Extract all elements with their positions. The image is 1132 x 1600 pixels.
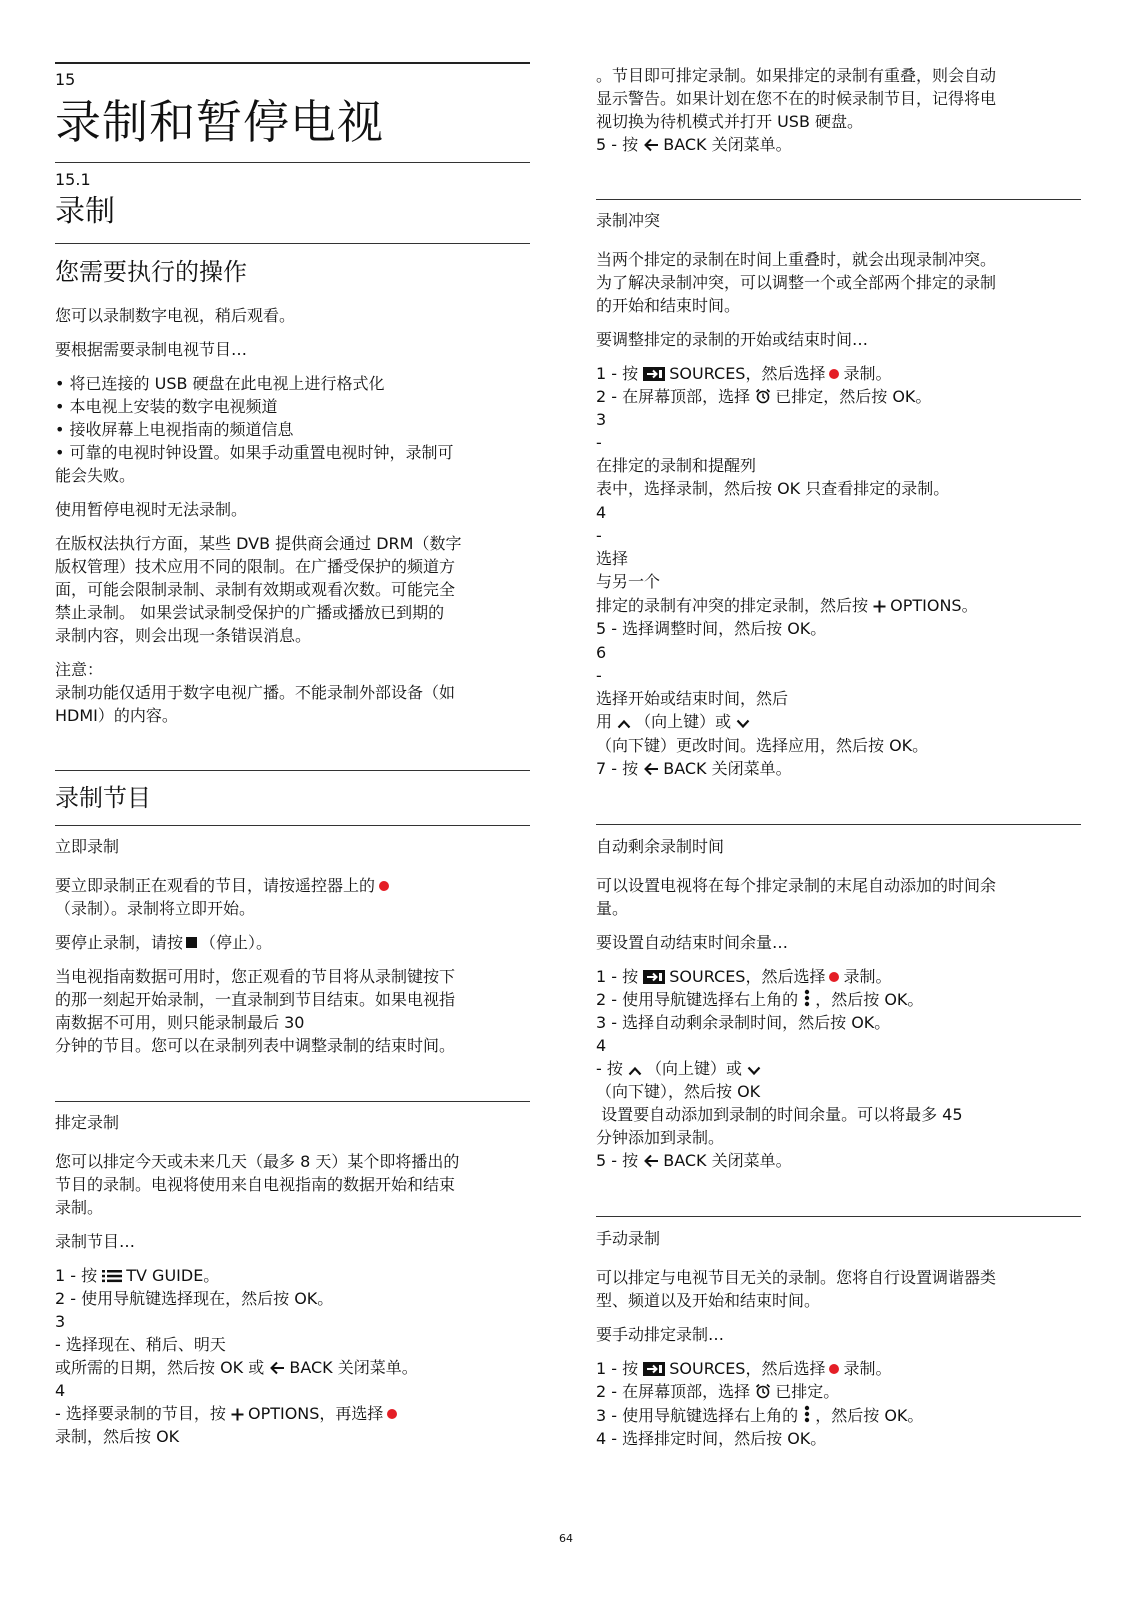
step-line: （向下键）更改时间。选择应用，然后按 OK。 xyxy=(596,736,929,755)
paragraph-line: 录制内容，则会出现一条错误消息。 xyxy=(55,626,312,645)
step-line: 选择 xyxy=(596,549,629,568)
back-arrow-icon xyxy=(643,138,659,152)
note-line: 录制功能仅适用于数字电视广播。不能录制外部设备（如 xyxy=(55,683,456,702)
paragraph-line: 。节目即可排定录制。如果排定的录制有重叠，则会自动 xyxy=(596,66,997,85)
text: 2 - 在屏幕顶部，选择 xyxy=(596,387,751,406)
step-line: 在排定的录制和提醒列 xyxy=(596,456,757,475)
text: 要停止录制，请按 xyxy=(55,933,184,952)
text: 5 - 按 xyxy=(596,135,639,154)
step-line: - 选择现在、稍后、明天 xyxy=(55,1335,226,1354)
page-number: 64 xyxy=(559,1532,573,1545)
step-dash: - xyxy=(596,666,602,685)
text: SOURCES，然后选择 xyxy=(669,1359,826,1378)
section-top-rule xyxy=(55,162,530,163)
alarm-clock-icon xyxy=(755,1383,771,1399)
text: 1 - 按 xyxy=(596,364,639,383)
paragraph: 录制节目… xyxy=(55,1232,136,1251)
step-line xyxy=(596,1404,923,1428)
paragraph-line: 分钟的节目。您可以在录制列表中调整录制的结束时间。 xyxy=(55,1036,456,1055)
paragraph-line: 当两个排定的录制在时间上重叠时，就会出现录制冲突。 xyxy=(596,250,997,269)
text: 要立即录制正在观看的节目，请按遥控器上的 xyxy=(55,876,376,895)
step-number: 3 xyxy=(55,1312,66,1331)
paragraph-line: 的开始和结束时间。 xyxy=(596,296,741,315)
text: - 按 xyxy=(596,1059,623,1078)
step-line xyxy=(596,757,792,781)
chevron-down-icon xyxy=(747,1066,761,1076)
bullet-item: • 接收屏幕上电视指南的频道信息 xyxy=(55,420,294,439)
paragraph: 您可以录制数字电视，稍后观看。 xyxy=(55,306,296,325)
step-number: 6 xyxy=(596,643,607,662)
section-rule xyxy=(596,824,1081,825)
step-line xyxy=(596,594,978,618)
text: 录制。 xyxy=(843,967,892,986)
paragraph-line: 型、频道以及开始和结束时间。 xyxy=(596,1291,821,1310)
plus-icon xyxy=(873,600,886,613)
section-number: 15.1 xyxy=(55,170,91,189)
text: 录制。 xyxy=(843,1359,892,1378)
text: 排定的录制有冲突的排定录制，然后按 xyxy=(596,596,869,615)
step-line: 5 - 选择调整时间，然后按 OK。 xyxy=(596,619,827,638)
what-you-need-heading: 您需要执行的操作 xyxy=(55,258,247,286)
step-line xyxy=(596,1057,765,1081)
bullet-item: • 将已连接的 USB 硬盘在此电视上进行格式化 xyxy=(55,374,385,393)
step-line: 3 - 选择自动剩余录制时间，然后按 OK。 xyxy=(596,1013,891,1032)
tv-guide-icon xyxy=(102,1269,122,1283)
text: 已排定，然后按 OK。 xyxy=(775,387,932,406)
chapter-top-rule xyxy=(55,62,530,64)
text: ，然后按 OK。 xyxy=(815,1406,924,1425)
bullet-item: • 本电视上安装的数字电视频道 xyxy=(55,397,278,416)
step-number: 4 xyxy=(55,1381,66,1400)
text: 5 - 按 xyxy=(596,1151,639,1170)
text: 2 - 在屏幕顶部，选择 xyxy=(596,1382,751,1401)
manual-heading: 手动录制 xyxy=(596,1229,661,1248)
step-line: 选择开始或结束时间，然后 xyxy=(596,689,789,708)
paragraph-line: 为了解决录制冲突，可以调整一个或全部两个排定的录制 xyxy=(596,273,997,292)
paragraph-line: 的那一刻起开始录制，一直录制到节目结束。如果电视指 xyxy=(55,990,456,1009)
more-vertical-icon xyxy=(803,989,811,1007)
alarm-clock-icon xyxy=(755,388,771,404)
chevron-up-icon xyxy=(617,719,631,729)
chevron-down-icon xyxy=(736,719,750,729)
step-line xyxy=(596,133,792,157)
text: BACK 关闭菜单。 xyxy=(663,1151,792,1170)
paragraph-line: 可以设置电视将在每个排定录制的末尾自动添加的时间余 xyxy=(596,876,997,895)
paragraph: 要设置自动结束时间余量… xyxy=(596,933,789,952)
text: 7 - 按 xyxy=(596,759,639,778)
stop-icon xyxy=(186,937,197,948)
step-line: 录制，然后按 OK xyxy=(55,1427,180,1446)
auto-end-heading: 自动剩余录制时间 xyxy=(596,837,725,856)
text: 1 - 按 xyxy=(596,1359,639,1378)
chapter-number: 15 xyxy=(55,70,76,89)
paragraph: 要根据需要录制电视节目… xyxy=(55,340,248,359)
schedule-heading: 排定录制 xyxy=(55,1113,120,1132)
text: 2 - 使用导航键选择右上角的 xyxy=(596,990,799,1009)
chevron-up-icon xyxy=(628,1066,642,1076)
record-icon xyxy=(379,881,389,891)
step-line xyxy=(596,965,891,989)
paragraph-line: 您可以排定今天或未来几天（最多 8 天）某个即将播出的 xyxy=(55,1152,460,1171)
plus-icon xyxy=(231,1408,244,1421)
paragraph-line: 禁止录制。 如果尝试录制受保护的广播或播放已到期的 xyxy=(55,603,445,622)
back-arrow-icon xyxy=(269,1361,285,1375)
subsection-rule xyxy=(55,243,530,244)
record-icon xyxy=(829,1364,839,1374)
record-icon xyxy=(829,369,839,379)
paragraph-line: （录制）。录制将立即开始。 xyxy=(55,899,256,918)
back-arrow-icon xyxy=(643,762,659,776)
record-icon xyxy=(829,972,839,982)
paragraph-line: 版权管理）技术应用不同的限制。在广播受保护的频道方 xyxy=(55,557,456,576)
paragraph-line: 在版权法执行方面，某些 DVB 提供商会通过 DRM（数字 xyxy=(55,534,462,553)
paragraph-line: 节目的录制。电视将使用来自电视指南的数据开始和结束 xyxy=(55,1175,456,1194)
text: 用 xyxy=(596,712,613,731)
text: SOURCES，然后选择 xyxy=(669,364,826,383)
step-line xyxy=(596,988,923,1012)
text: 录制。 xyxy=(843,364,892,383)
step-dash: - xyxy=(596,526,602,545)
section-rule xyxy=(55,1101,530,1102)
record-icon xyxy=(387,1409,397,1419)
paragraph-line: 当电视指南数据可用时，您正观看的节目将从录制键按下 xyxy=(55,967,456,986)
chapter-title: 录制和暂停电视 xyxy=(55,95,384,149)
step-line: 设置要自动添加到录制的时间余量。可以将最多 45 xyxy=(596,1105,963,1124)
note-line: HDMI）的内容。 xyxy=(55,706,178,725)
text: BACK 关闭菜单。 xyxy=(663,135,792,154)
text: 已排定。 xyxy=(775,1382,840,1401)
text: 或所需的日期，然后按 OK 或 xyxy=(55,1358,265,1377)
back-arrow-icon xyxy=(643,1154,659,1168)
sources-icon xyxy=(643,367,665,381)
paragraph-line: 面，可能会限制录制、录制有效期或观看次数。可能完全 xyxy=(55,580,456,599)
section-title: 录制 xyxy=(55,194,115,229)
paragraph: 使用暂停电视时无法录制。 xyxy=(55,500,248,519)
conflicts-heading: 录制冲突 xyxy=(596,211,661,230)
section-rule xyxy=(55,770,530,771)
step-line: （向下键），然后按 OK xyxy=(596,1082,761,1101)
paragraph-line: 可以排定与电视节目无关的录制。您将自行设置调谐器类 xyxy=(596,1268,997,1287)
text: OPTIONS，再选择 xyxy=(247,1404,384,1423)
step-number: 4 xyxy=(596,503,607,522)
text: TV GUIDE。 xyxy=(126,1266,220,1285)
step-line: 2 - 使用导航键选择现在，然后按 OK。 xyxy=(55,1289,334,1308)
sources-icon xyxy=(643,1362,665,1376)
step-line xyxy=(55,1264,219,1288)
step-line: 与另一个 xyxy=(596,572,661,591)
step-line: 表中，选择录制，然后按 OK 只查看排定的录制。 xyxy=(596,479,950,498)
text: BACK 关闭菜单。 xyxy=(663,759,792,778)
text: （停止）。 xyxy=(200,933,273,952)
text: SOURCES，然后选择 xyxy=(669,967,826,986)
paragraph-line: 显示警告。如果计划在您不在的时候录制节目，记得将电 xyxy=(596,89,997,108)
paragraph-line: 录制。 xyxy=(55,1198,104,1217)
text: 1 - 按 xyxy=(596,967,639,986)
step-number: 4 xyxy=(596,1036,607,1055)
text: 1 - 按 xyxy=(55,1266,98,1285)
record-now-heading: 立即录制 xyxy=(55,837,120,856)
sources-icon xyxy=(643,970,665,984)
record-now-line xyxy=(55,874,393,898)
note-label: 注意： xyxy=(55,660,104,679)
text: BACK 关闭菜单。 xyxy=(289,1358,418,1377)
step-line xyxy=(55,1356,418,1380)
step-line xyxy=(596,710,754,734)
section-rule xyxy=(596,1216,1081,1217)
step-line xyxy=(596,1380,839,1404)
paragraph-line: 量。 xyxy=(596,899,629,918)
text: 3 - 使用导航键选择右上角的 xyxy=(596,1406,799,1425)
step-dash: - xyxy=(596,433,602,452)
text: （向上键）或 xyxy=(645,1059,742,1078)
step-line xyxy=(596,362,891,386)
bullet-item-continuation: 能会失败。 xyxy=(55,466,136,485)
bullet-item: • 可靠的电视时钟设置。如果手动重置电视时钟，录制可 xyxy=(55,443,454,462)
text: - 选择要录制的节目，按 xyxy=(55,1404,226,1423)
paragraph-line: 视切换为待机模式并打开 USB 硬盘。 xyxy=(596,112,864,131)
step-line xyxy=(596,1357,891,1381)
step-line xyxy=(596,1149,792,1173)
section-rule xyxy=(55,825,530,826)
step-line: 分钟添加到录制。 xyxy=(596,1128,725,1147)
section-rule xyxy=(596,199,1081,200)
step-number: 3 xyxy=(596,410,607,429)
more-vertical-icon xyxy=(803,1405,811,1423)
text: ，然后按 OK。 xyxy=(815,990,924,1009)
text: （向上键）或 xyxy=(635,712,732,731)
paragraph: 要调整排定的录制的开始或结束时间… xyxy=(596,330,869,349)
step-line xyxy=(596,385,931,409)
text: OPTIONS。 xyxy=(890,596,978,615)
step-line: 4 - 选择排定时间，然后按 OK。 xyxy=(596,1429,827,1448)
record-programme-heading: 录制节目 xyxy=(55,784,151,812)
stop-line xyxy=(55,931,272,955)
paragraph-line: 南数据不可用，则只能录制最后 30 xyxy=(55,1013,305,1032)
step-line xyxy=(55,1402,401,1426)
paragraph: 要手动排定录制… xyxy=(596,1325,725,1344)
